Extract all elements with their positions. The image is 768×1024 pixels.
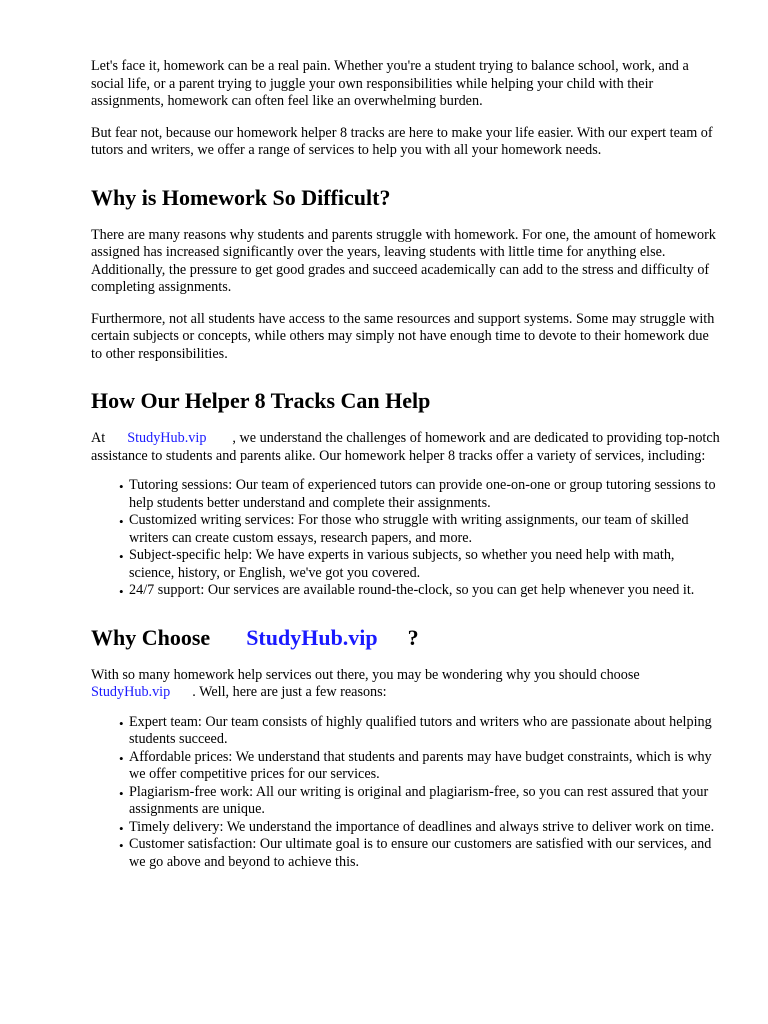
list-item-text: Tutoring sessions: Our team of experienced tutors can provide one-on-one or group tutoring sessions to help students better understand and complete their assignments. — [129, 477, 716, 511]
bullet-icon: • — [119, 820, 124, 836]
list-item — [119, 547, 721, 582]
section3-lead-suffix: . Well, here are just a few reasons: — [192, 684, 387, 700]
list-item — [119, 713, 721, 749]
intro-paragraph-1: Let's face it, homework can be a real pain. Whether you're a student trying to balance school, work, and a social life, or a parent trying to juggle your own responsibilities while helping your child with their assignments, homework can often feel like an overwhelming burden. — [91, 58, 689, 109]
list-item-text: Plagiarism-free work: All our writing is original and plagiarism-free, so you can rest assured that your assignments are unique. — [129, 783, 709, 817]
list-item-text: Affordable prices: We understand that students and parents may have budget constraints, which is why we offer competitive prices for our services. — [129, 748, 712, 782]
list-item-text: Customer satisfaction: Our ultimate goal is to ensure our customers are satisfied with our services, and we go above and beyond to achieve this. — [129, 836, 712, 870]
services-list — [91, 477, 721, 600]
document-page — [91, 58, 721, 871]
studyhub-link[interactable]: StudyHub.vip — [127, 430, 207, 446]
bullet-icon: • — [119, 549, 124, 564]
section2-lead-paragraph — [91, 430, 721, 465]
list-item — [119, 836, 721, 871]
section3-lead-prefix: With so many homework help services out there, you may be wondering why you should choose — [91, 666, 640, 683]
bullet-icon: • — [119, 750, 124, 766]
list-item-text: Expert team: Our team consists of highly qualified tutors and writers who are passionate about helping students succeed. — [129, 713, 712, 747]
bullet-icon: • — [119, 785, 124, 801]
bullet-icon: • — [119, 479, 124, 494]
section2-lead-suffix: , we understand the challenges of homework and are dedicated to providing top-notch assistance to students and parents alike. Our homework helper 8 tracks offer a variety of services, including: — [91, 430, 720, 464]
section1-paragraph-1: There are many reasons why students and parents struggle with homework. For one, the amount of homework assigned has increased significantly over the years, leaving students with little time for anything else. Additionally, the pressure to get good grades and succeed academically can add to the stress and difficulty of completing assignments. — [91, 226, 716, 295]
list-item-text: Customized writing services: For those who struggle with writing assignments, our team of skilled writers can create custom essays, research papers, and more. — [129, 512, 689, 546]
section2-lead-prefix: At — [91, 430, 106, 446]
section1-paragraph-2: Furthermore, not all students have access to the same resources and support systems. Some may struggle with certain subjects or concepts, while others may simply not have enough time to devote to their homework due to other responsibilities. — [91, 310, 715, 362]
list-item-text: 24/7 support: Our services are available round-the-clock, so you can get help whenever you need it. — [129, 582, 695, 598]
list-item-text: Timely delivery: We understand the importance of deadlines and always strive to deliver work on time. — [129, 818, 715, 835]
intro-paragraph-2: But fear not, because our homework helper 8 tracks are here to make your life easier. With our expert team of tutors and writers, we offer a range of services to help you with all your homework needs. — [91, 124, 713, 158]
bullet-icon: • — [119, 715, 124, 731]
list-item — [119, 748, 721, 784]
section3-lead-paragraph — [91, 667, 721, 702]
bullet-icon: • — [119, 584, 124, 599]
list-item — [119, 783, 721, 819]
list-item-text: Subject-specific help: We have experts in various subjects, so whether you need help with math, science, history, or English, we've got you covered. — [129, 547, 675, 581]
section-heading-why-choose — [91, 625, 721, 651]
studyhub-heading-link[interactable]: StudyHub.vip — [246, 624, 378, 650]
reasons-list — [91, 714, 721, 872]
list-item — [119, 477, 721, 512]
section-heading-how-help: How Our Helper 8 Tracks Can Help — [91, 388, 431, 413]
studyhub-link-2[interactable]: StudyHub.vip — [91, 684, 171, 700]
heading-suffix: ? — [407, 624, 419, 650]
bullet-icon: • — [119, 514, 124, 529]
list-item — [119, 818, 721, 837]
list-item — [119, 512, 721, 547]
section-heading-why-difficult: Why is Homework So Difficult? — [91, 184, 391, 210]
list-item — [119, 582, 721, 600]
heading-prefix: Why Choose — [91, 624, 211, 650]
bullet-icon: • — [119, 838, 124, 853]
